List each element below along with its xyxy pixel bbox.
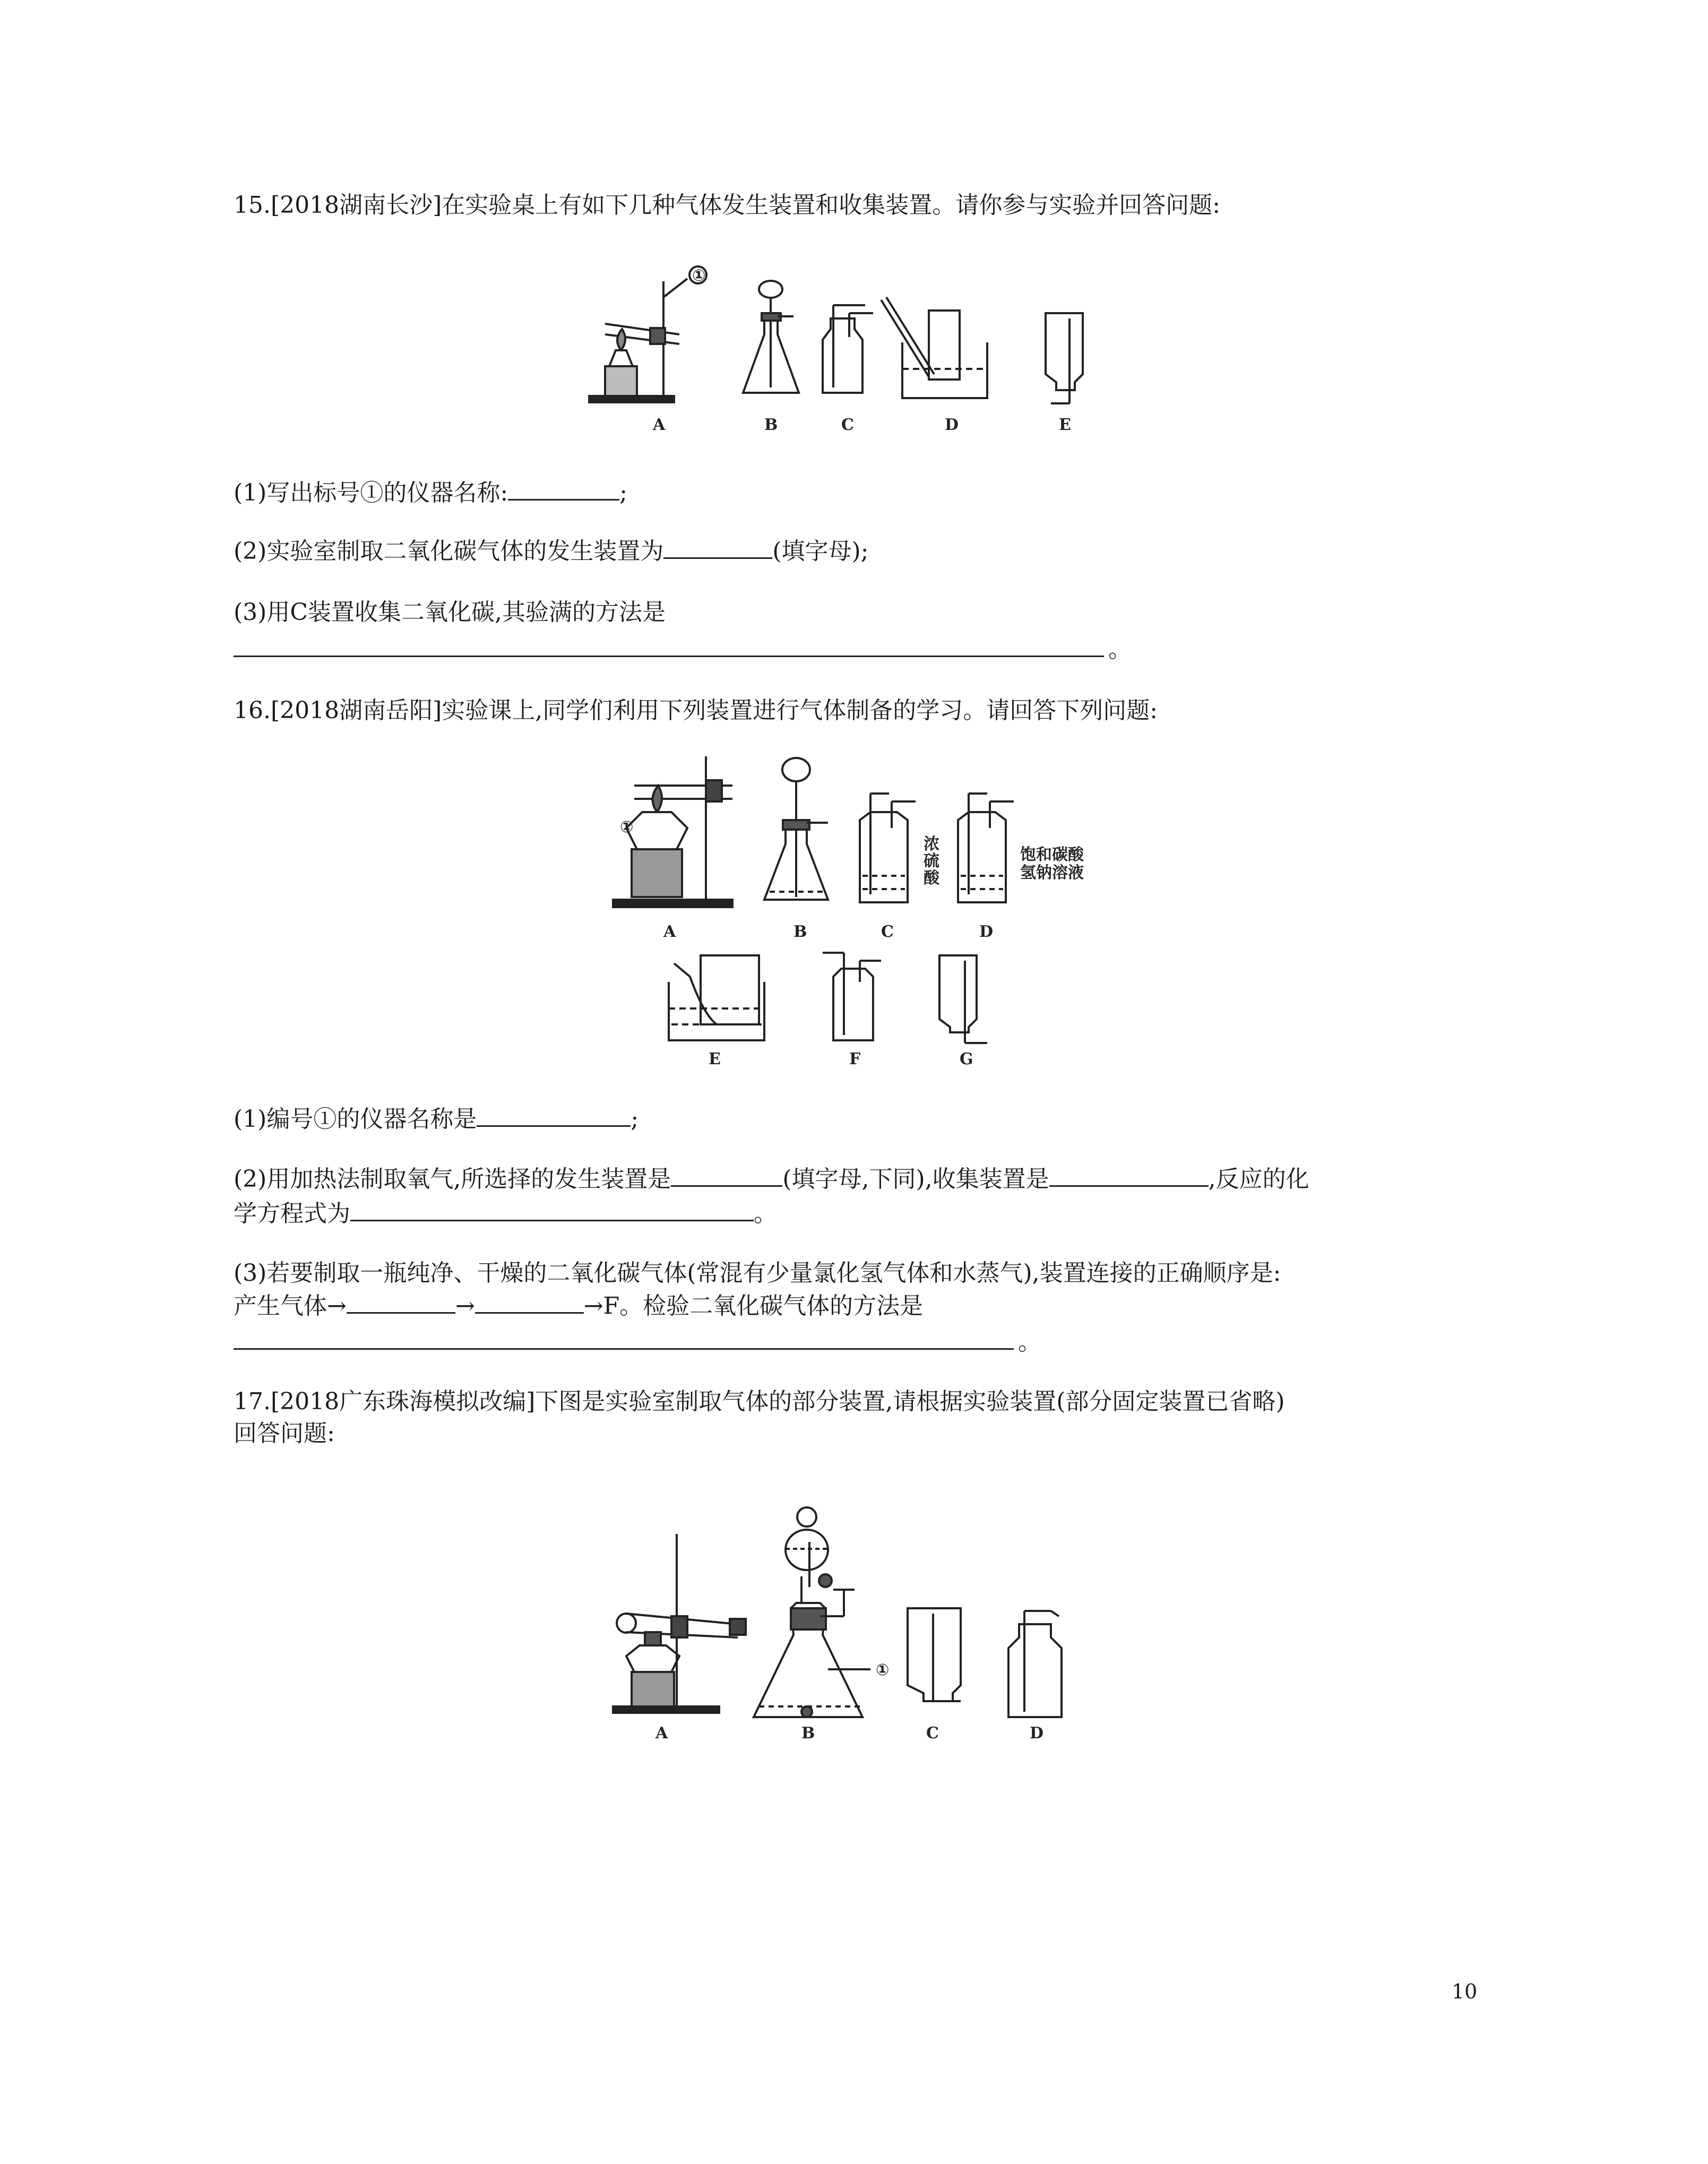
- q16-d-text-2: 氢钠溶液: [1020, 864, 1084, 882]
- page-number: 10: [1452, 1980, 1478, 2003]
- q15-apparatus-a: [589, 266, 706, 402]
- q15-part2: (2)实验室制取二氧化碳气体的发生装置为 (填字母);: [234, 536, 868, 567]
- q16-part2-line2: 学方程式为 。: [234, 1199, 777, 1229]
- q17-apparatus-a: [613, 1534, 746, 1713]
- q17-apparatus-d: [1008, 1611, 1062, 1717]
- q16-marker: ①: [620, 818, 634, 837]
- q16-figure-top: [610, 754, 1120, 950]
- q15-label-a: A: [653, 416, 666, 434]
- q15-blank2[interactable]: [663, 536, 772, 559]
- q16-figure-bottom: [658, 945, 998, 1072]
- q15-marker: ①: [692, 266, 706, 285]
- q15-label-e: E: [1059, 416, 1071, 434]
- q16-label-c: C: [881, 922, 894, 941]
- q16-blank2a[interactable]: [671, 1164, 782, 1187]
- q17-label-c: C: [926, 1724, 939, 1741]
- q16-part2-line1: (2)用加热法制取氧气,所选择的发生装置是 (填字母,下同),收集装置是 ,反应的化: [234, 1164, 1309, 1195]
- q17-figure: [610, 1502, 1120, 1741]
- q16-blank3b[interactable]: [475, 1291, 584, 1314]
- q17-stem-line1: 17.[2018广东珠海模拟改编]下图是实验室制取气体的部分装置,请根据实验装置(部分固定装置已省略): [234, 1388, 1285, 1415]
- q16-d-text-1: 饱和碳酸: [1020, 846, 1084, 864]
- q15-apparatus-b: [743, 281, 799, 393]
- q15-end: 。: [1108, 636, 1132, 663]
- q16-part3-line1: (3)若要制取一瓶纯净、干燥的二氧化碳气体(常混有少量氯化氢气体和水蒸气),装置连接的正确顺序是:: [234, 1260, 1281, 1287]
- q17-marker: ①: [876, 1661, 890, 1679]
- q16-apparatus-e: [669, 955, 764, 1040]
- q15-apparatus-d: [881, 297, 987, 398]
- q16-end: 。: [1018, 1329, 1041, 1356]
- q16-blank1[interactable]: [477, 1104, 631, 1127]
- q15-figure: [584, 260, 1136, 441]
- q16-part1: (1)编号①的仪器名称是 ;: [234, 1104, 639, 1135]
- q16-blank3c[interactable]: [234, 1327, 1014, 1350]
- q16-c-text-2: 硫: [924, 852, 939, 870]
- q17-label-a: A: [655, 1724, 668, 1741]
- q15-part3: (3)用C装置收集二氧化碳,其验满的方法是: [234, 599, 666, 626]
- q16-part3-line2: 产生气体→ → →F。检验二氧化碳气体的方法是: [234, 1291, 923, 1322]
- q15-label-d: D: [945, 416, 959, 434]
- q15-label-c: C: [841, 416, 854, 434]
- q17-apparatus-b: [754, 1507, 870, 1717]
- q16-apparatus-b: [764, 758, 828, 900]
- q17-label-d: D: [1030, 1724, 1044, 1741]
- q16-stem: 16.[2018湖南岳阳]实验课上,同学们利用下列装置进行气体制备的学习。请回答下列问题:: [234, 697, 1158, 724]
- q16-label-d: D: [979, 922, 994, 941]
- q16-blank2c[interactable]: [350, 1199, 754, 1221]
- q16-label-b: B: [793, 922, 807, 941]
- q16-blank2b[interactable]: [1049, 1164, 1209, 1187]
- q16-label-e: E: [709, 1050, 721, 1068]
- q15-apparatus-c: [823, 305, 873, 393]
- q17-stem-line2: 回答问题:: [234, 1420, 335, 1447]
- q16-apparatus-f: [823, 953, 881, 1040]
- q16-apparatus-c: [860, 794, 916, 902]
- q16-c-text-3: 酸: [924, 869, 939, 887]
- q16-apparatus-d: [958, 794, 1014, 902]
- q15-blank1[interactable]: [508, 478, 619, 501]
- q16-c-text-1: 浓: [924, 835, 939, 853]
- q17-apparatus-c: [908, 1608, 961, 1701]
- q17-label-b: B: [801, 1724, 815, 1741]
- q15-blank3[interactable]: [234, 634, 1104, 657]
- q16-label-a: A: [663, 922, 676, 941]
- q16-apparatus-g: [939, 955, 987, 1043]
- q16-blank3a[interactable]: [347, 1291, 455, 1314]
- q15-stem: 15.[2018湖南长沙]在实验桌上有如下几种气体发生装置和收集装置。请你参与实验并回答问题:: [234, 192, 1221, 219]
- q16-label-g: G: [960, 1050, 973, 1068]
- q15-label-b: B: [764, 416, 778, 434]
- q15-part1: (1)写出标号①的仪器名称: ;: [234, 478, 627, 508]
- q16-label-f: F: [849, 1050, 861, 1068]
- q15-apparatus-e: [1046, 313, 1083, 403]
